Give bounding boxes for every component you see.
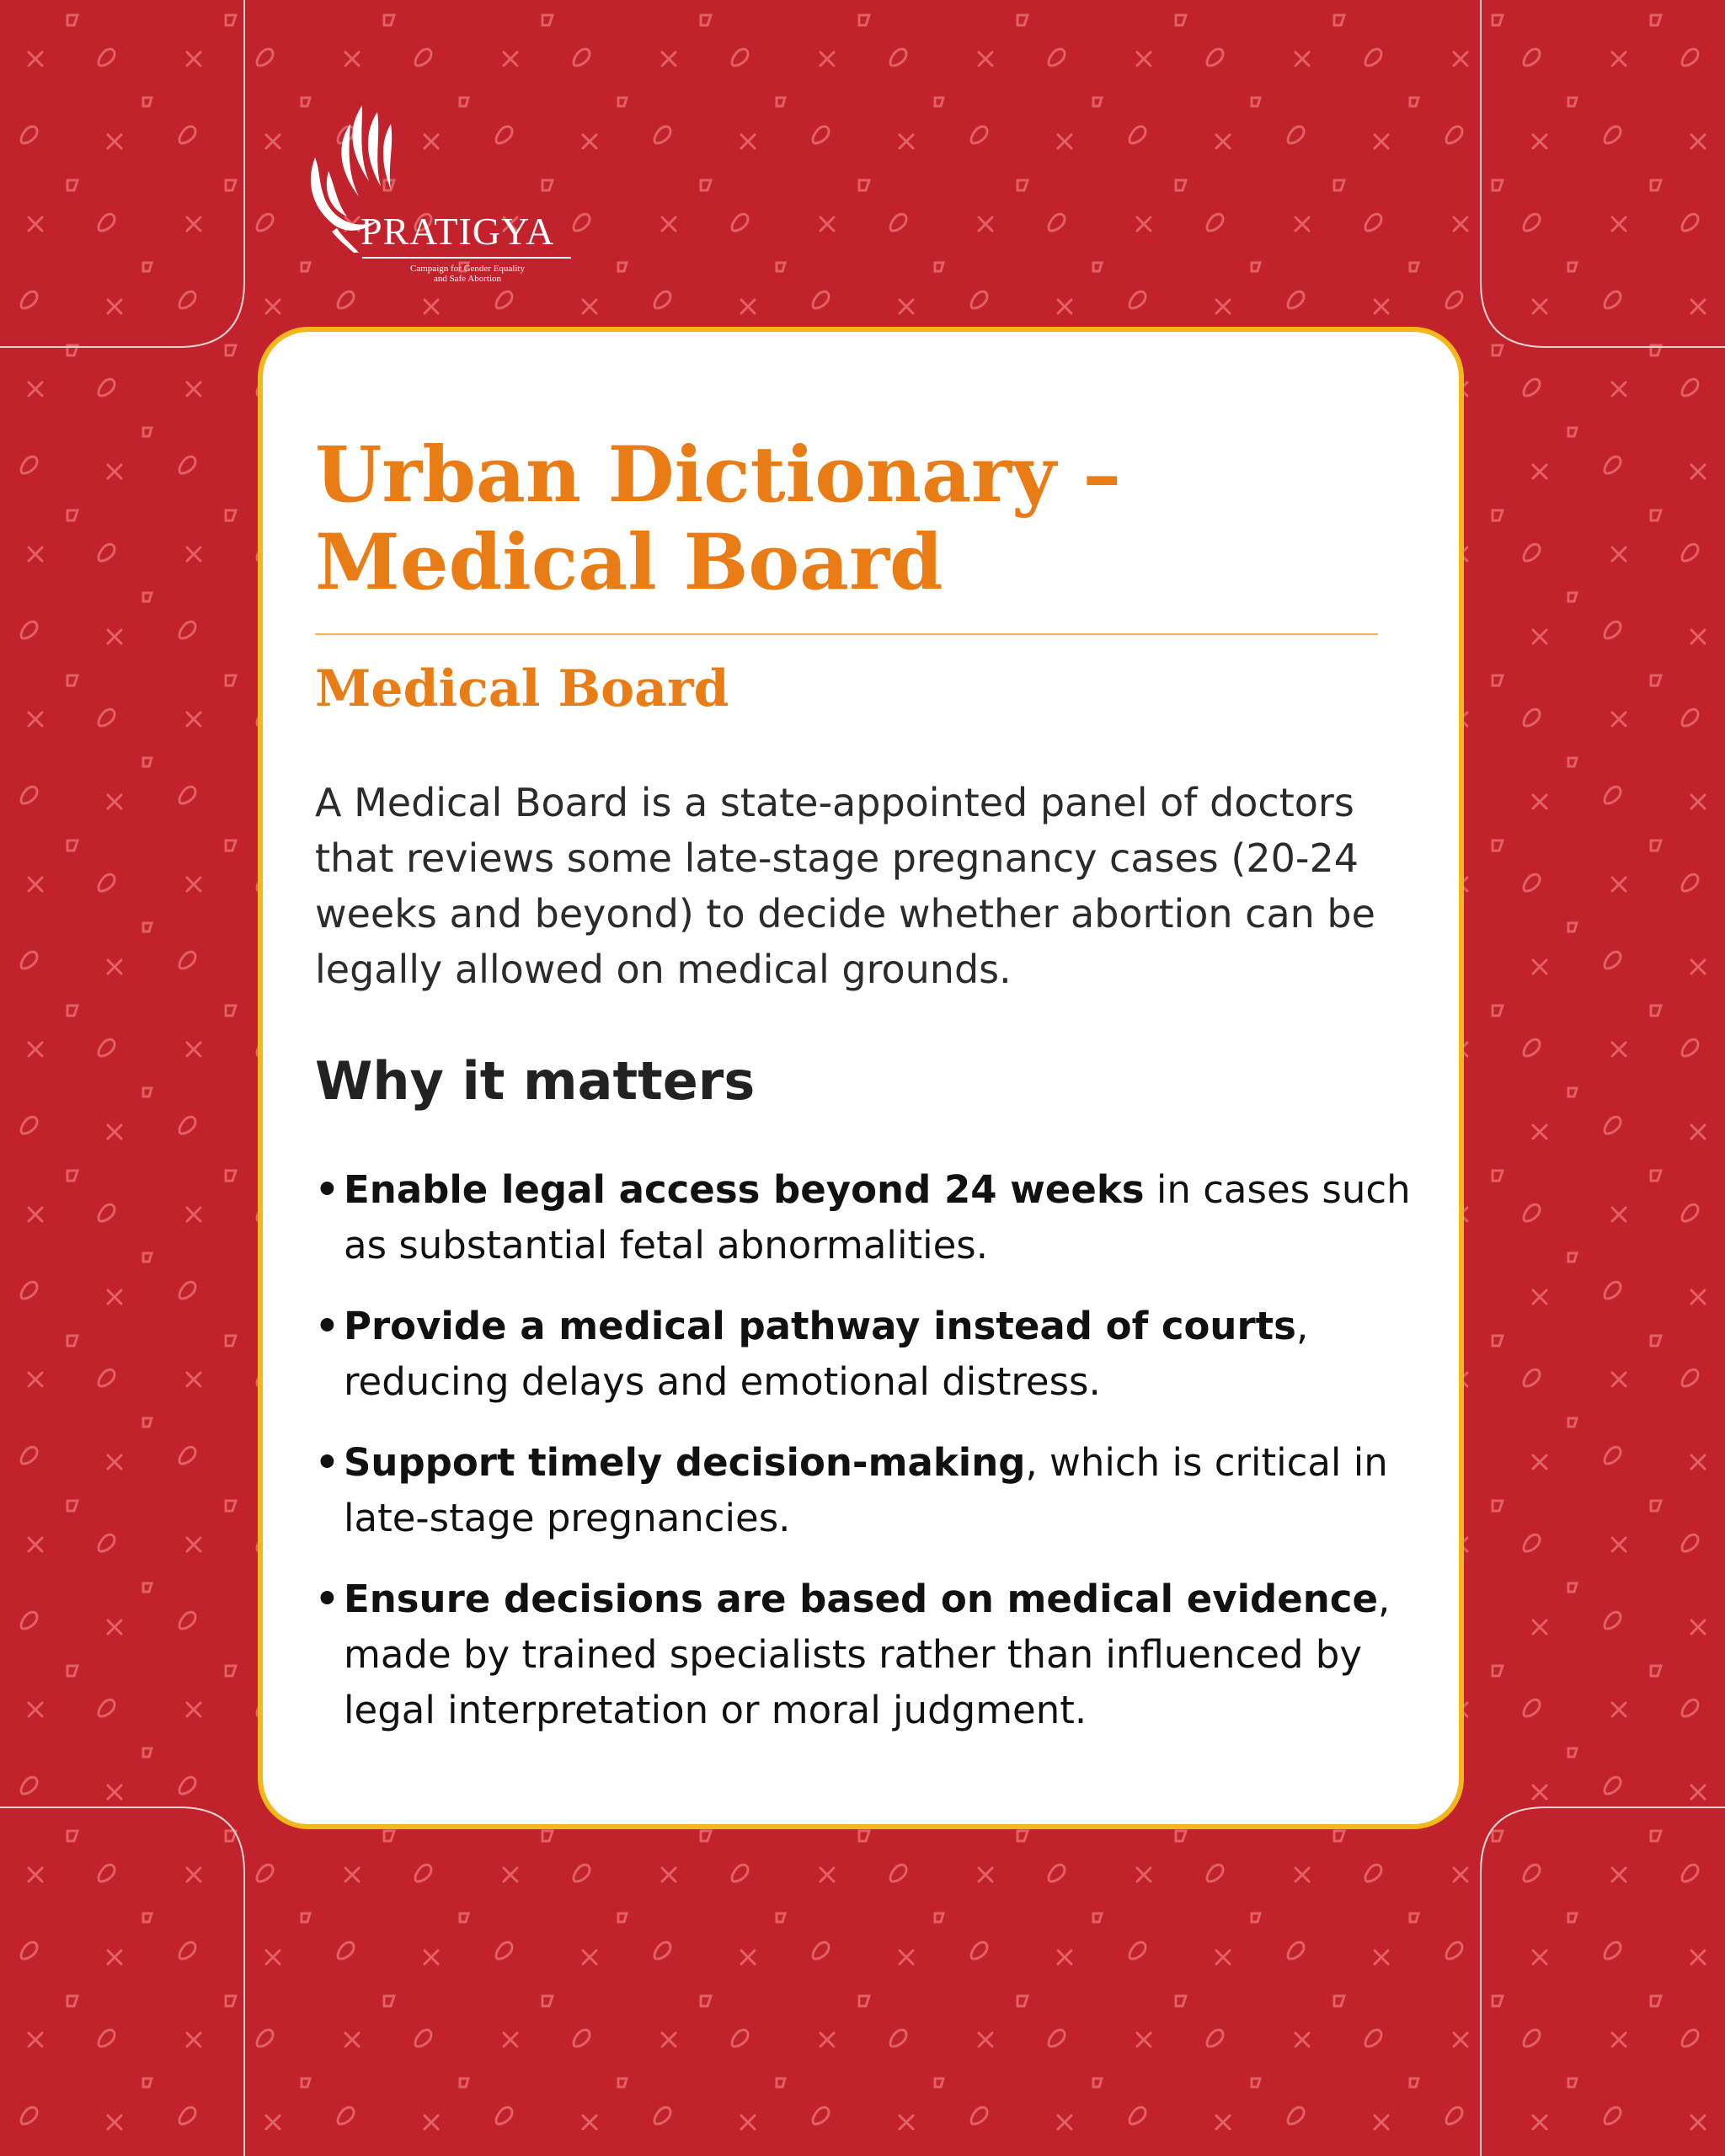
page-title-line1: Urban Dictionary – bbox=[315, 430, 1122, 520]
list-item bbox=[315, 1435, 1427, 1546]
list-item bbox=[315, 1572, 1427, 1738]
bullet-text: , which is critical in late-stage pregnancies. bbox=[344, 1440, 1388, 1540]
definition-card bbox=[258, 327, 1464, 1829]
bullet-highlight: Enable legal access beyond 24 weeks bbox=[344, 1167, 1145, 1212]
brand-name: PRATIGYA bbox=[360, 210, 555, 253]
brand-tagline bbox=[362, 264, 573, 284]
bullet-highlight: Support timely decision-making bbox=[344, 1440, 1026, 1485]
bullet-icon: • bbox=[315, 1577, 339, 1621]
why-it-matters-list bbox=[315, 1162, 1427, 1764]
why-it-matters-heading: Why it matters bbox=[315, 1050, 756, 1112]
brand-tagline-line2: and Safe Abortion bbox=[433, 274, 502, 284]
bullet-text: in cases such as substantial fetal abnormalities. bbox=[344, 1167, 1411, 1267]
bullet-icon: • bbox=[315, 1304, 339, 1348]
bullet-text: , made by trained specialists rather than influenced by legal interpretation or moral judgment. bbox=[344, 1577, 1391, 1732]
pratigya-logo bbox=[303, 105, 581, 291]
list-item bbox=[315, 1299, 1427, 1410]
page-title-line2: Medical Board bbox=[315, 518, 943, 607]
term-heading: Medical Board bbox=[315, 659, 729, 718]
bullet-text: , reducing delays and emotional distress. bbox=[344, 1304, 1309, 1404]
page-title bbox=[315, 431, 1410, 606]
brand-tagline-line1: Campaign for Gender Equality bbox=[410, 264, 525, 274]
bullet-icon: • bbox=[315, 1167, 339, 1212]
bullet-highlight: Ensure decisions are based on medical evidence bbox=[344, 1577, 1378, 1621]
bullet-highlight: Provide a medical pathway instead of courts bbox=[344, 1304, 1296, 1348]
list-item bbox=[315, 1162, 1427, 1273]
bullet-icon: • bbox=[315, 1440, 339, 1485]
definition-text: A Medical Board is a state-appointed panel of doctors that reviews some late-stage pregnancy cases (20-24 weeks and beyond) to decide whether abortion can be legally allowed on medical grounds. bbox=[315, 780, 1375, 992]
logo-divider bbox=[362, 257, 571, 259]
title-divider bbox=[315, 633, 1378, 635]
